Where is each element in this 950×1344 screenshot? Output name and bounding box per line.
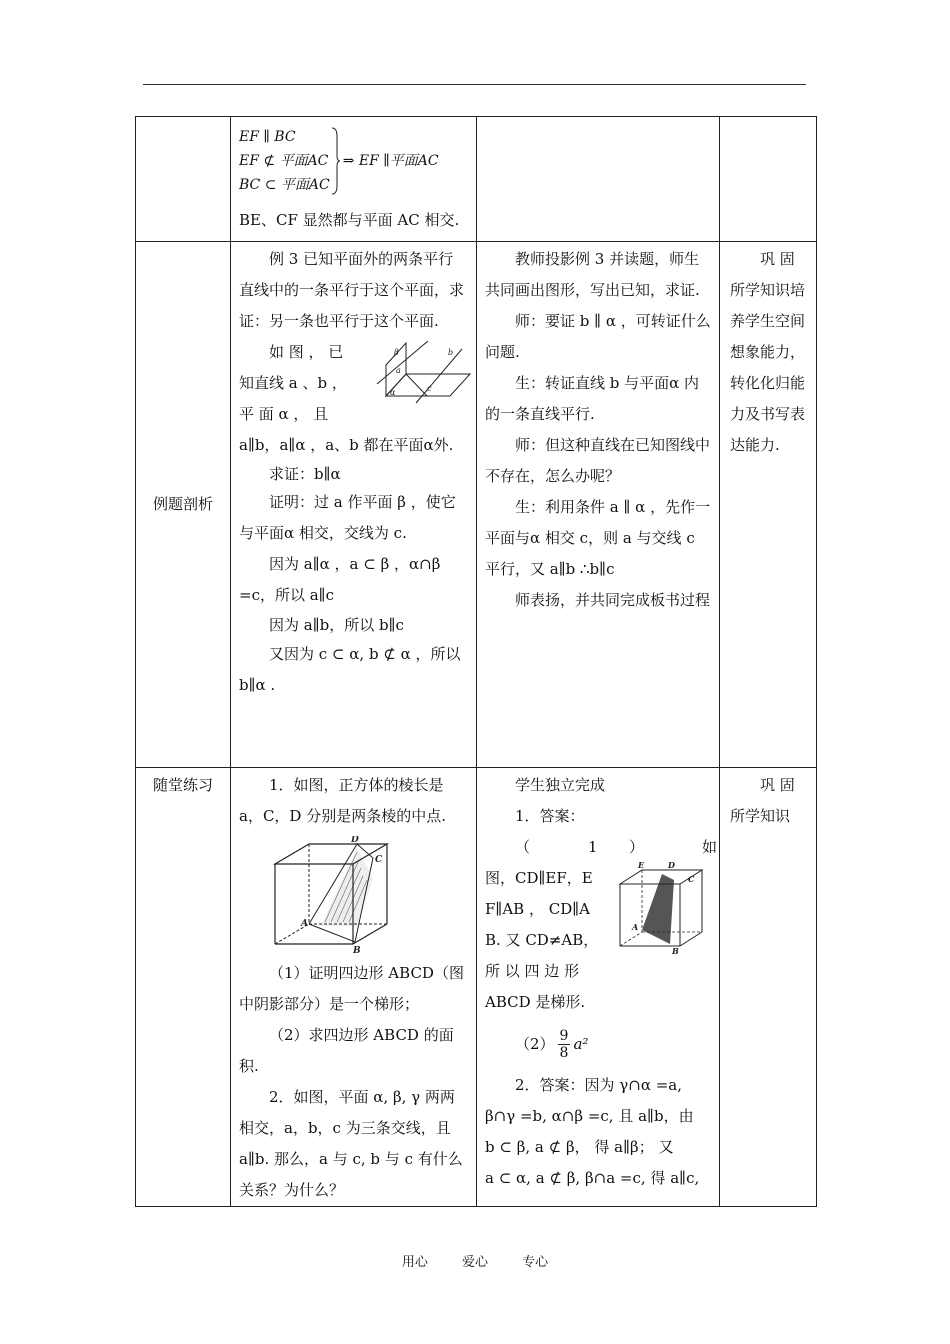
row1-label-cell bbox=[136, 117, 231, 242]
footer-item: 专心 bbox=[522, 1255, 549, 1270]
aim-text: 巩 固 所学知识 bbox=[730, 776, 795, 825]
figure-label: α bbox=[390, 388, 396, 397]
row1-teacher-cell bbox=[477, 117, 720, 242]
answer-figure-block bbox=[485, 832, 717, 1018]
figure-label: β bbox=[394, 348, 399, 357]
figure-label: c bbox=[427, 384, 432, 393]
area-answer bbox=[485, 1018, 711, 1070]
example-given-a: 如 图 ， 已 bbox=[269, 343, 344, 361]
row1-content-cell bbox=[231, 117, 477, 242]
answer-text: （2） bbox=[515, 1034, 555, 1053]
figure-label: B bbox=[353, 946, 361, 954]
table-row bbox=[136, 117, 817, 242]
row3-label: 随堂练习 bbox=[136, 768, 231, 1207]
table-row bbox=[136, 768, 817, 1207]
proof-line: EF ∥ BC bbox=[239, 129, 296, 145]
header-rule bbox=[143, 84, 806, 85]
answer-text: 学生独立完成 bbox=[515, 776, 606, 794]
row3-aim-cell bbox=[720, 768, 817, 1207]
plane-lines-figure bbox=[372, 341, 472, 411]
answer-text: B. 又 CD≠AB， bbox=[485, 931, 599, 949]
teacher-text: 生：转证直线 b 与平面α 内的一条直线平行. bbox=[485, 374, 700, 423]
answer-text: b ⊂ β, a ⊄ β， 得 a∥β； 又 bbox=[485, 1138, 674, 1156]
proof-step: 证明：过 a 作平面 β ，使它与平面α 相交，交线为 c. bbox=[239, 493, 456, 542]
answer-text: β∩γ =b, α∩β =c, 且 a∥b，由 bbox=[485, 1107, 694, 1125]
figure-label: D bbox=[668, 862, 675, 870]
teacher-text: 教师投影例 3 并读题，师生共同画出图形，写出已知，求证. bbox=[485, 250, 700, 299]
row3-content-cell bbox=[231, 768, 477, 1207]
figure-label: a bbox=[396, 366, 401, 375]
example-figure-block bbox=[239, 337, 468, 461]
footer-item: 用心 bbox=[401, 1255, 428, 1270]
answer-text: （ 1 ） 如 bbox=[515, 838, 717, 856]
proof-conclusion: BE、CF 显然都与平面 AC 相交. bbox=[239, 211, 460, 229]
figure-label: D bbox=[351, 836, 359, 845]
exercise-question: 1．如图，正方体的棱长是 a，C，D 分别是两条棱的中点. bbox=[239, 776, 446, 825]
figure-label: b bbox=[448, 348, 454, 357]
answer-text: ABCD 是梯形. bbox=[485, 993, 586, 1011]
figure-label: E bbox=[638, 862, 645, 870]
answer-text: 1．答案： bbox=[515, 807, 585, 825]
figure-label: C bbox=[688, 874, 695, 884]
example-given-c: 平 面 α ， 且 bbox=[239, 405, 329, 423]
proof-step: 因为 a∥b，所以 b∥c bbox=[269, 616, 404, 634]
exercise-question: 2．如图，平面 α, β, γ 两两相交，a，b，c 为三条交线，且 a∥b. 那么，a 与 c, b 与 c 有什么关系？为什么？ bbox=[239, 1088, 463, 1199]
row3-answer-cell bbox=[477, 768, 720, 1207]
figure-label: A bbox=[632, 922, 639, 932]
set-proof bbox=[239, 125, 468, 197]
proof-line: BC ⊂ 平面AC bbox=[239, 177, 330, 193]
lesson-table bbox=[135, 116, 817, 1207]
row1-aim-cell bbox=[720, 117, 817, 242]
cube-figure bbox=[273, 836, 403, 954]
answer-text: 所 以 四 边 形 bbox=[485, 962, 580, 980]
teacher-text: 师：要证 b ∥ α ，可转证什么问题. bbox=[485, 312, 711, 361]
fraction-numerator: 9 bbox=[559, 1027, 569, 1044]
answer-text: F∥AB ， CD∥A bbox=[485, 900, 590, 918]
teacher-text: 生：利用条件 a ∥ α ，先作一平面与α 相交 c，则 a 与交线 c 平行，又 a∥b ∴b∥c bbox=[485, 498, 711, 578]
proof-step: 又因为 c ⊂ α, b ⊄ α ，所以 b∥α . bbox=[239, 645, 461, 694]
right-brace-icon bbox=[330, 126, 340, 196]
proof-result: ⇒ EF ∥平面AC bbox=[342, 153, 439, 169]
answer-text: 图，CD∥EF，E bbox=[485, 869, 593, 887]
exercise-part: （1）证明四边形 ABCD（图中阴影部分）是一个梯形； bbox=[239, 964, 464, 1013]
aim-text: 巩 固 所学知识培养学生空间想象能力，转化化归能力及书写表达能力. bbox=[730, 250, 806, 454]
proof-step: 因为 a∥α ，a ⊂ β ，α∩β =c，所以 a∥c bbox=[239, 555, 441, 604]
cube-answer-figure bbox=[618, 862, 708, 954]
example-given-d: a∥b，a∥α ，a、b 都在平面α外. bbox=[239, 436, 454, 454]
fraction-denominator: 8 bbox=[559, 1044, 569, 1061]
footer-item: 爱心 bbox=[461, 1255, 488, 1270]
row2-label: 例题剖析 bbox=[136, 242, 231, 768]
answer-var: a² bbox=[573, 1034, 589, 1053]
footer bbox=[0, 1251, 950, 1270]
figure-label: C bbox=[375, 855, 383, 865]
teacher-text: 师表扬，并共同完成板书过程 bbox=[515, 591, 711, 609]
proof-line: EF ⊄ 平面AC bbox=[239, 153, 329, 169]
row2-aim-cell bbox=[720, 242, 817, 768]
answer-text: a ⊂ α, a ⊄ β, β∩a =c, 得 a∥c, bbox=[485, 1169, 700, 1187]
teacher-text: 师：但这种直线在已知图线中不存在，怎么办呢？ bbox=[485, 436, 711, 485]
row2-content-cell bbox=[231, 242, 477, 768]
row2-teacher-cell bbox=[477, 242, 720, 768]
fraction bbox=[558, 1028, 571, 1061]
exercise-part: （2）求四边形 ABCD 的面积. bbox=[239, 1026, 454, 1075]
figure-label: B bbox=[672, 946, 679, 954]
answer-text: 2．答案：因为 γ∩α =a, bbox=[515, 1076, 683, 1094]
example-statement: 例 3 已知平面外的两条平行直线中的一条平行于这个平面，求证：另一条也平行于这个平面. bbox=[239, 250, 465, 330]
figure-label: A bbox=[301, 919, 308, 929]
table-row bbox=[136, 242, 817, 768]
example-prove: 求证：b∥α bbox=[269, 465, 341, 483]
example-given-b: 知直线 a 、b ， bbox=[239, 374, 347, 392]
